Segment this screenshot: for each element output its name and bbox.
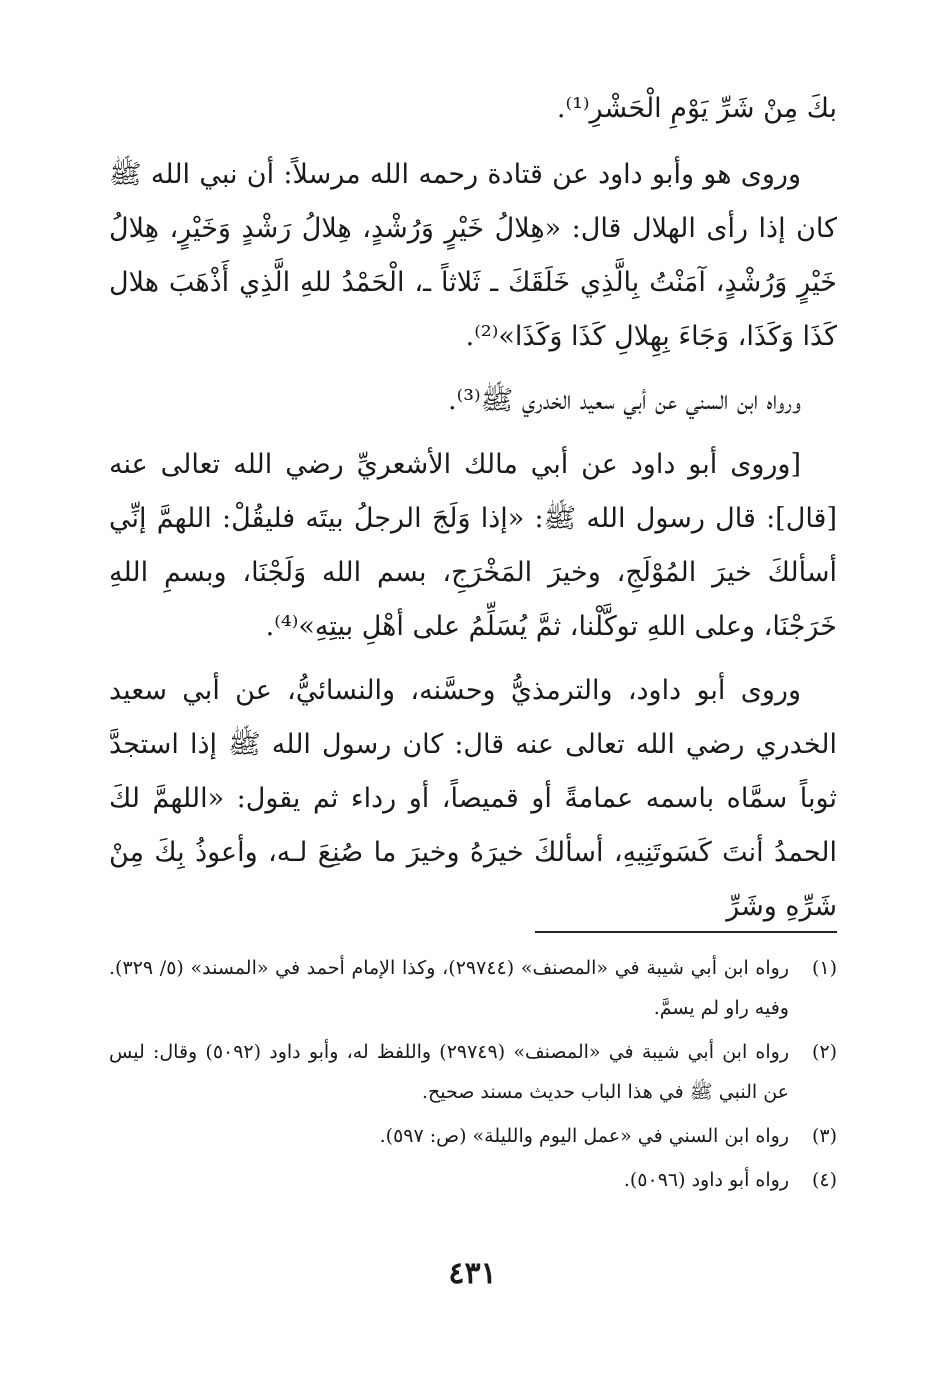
- footnote-number: (٤): [811, 1169, 837, 1191]
- paragraph-2: وروى هو وأبو داود عن قتادة رحمه الله مرسلاً: أن نبي الله ﷺ كان إذا رأى الهلال قال: «هِلالُ خَيْرٍ وَرُشْدٍ، هِلالُ رَشْدٍ وَخَيْرٍ، هِلالُ خَيْرٍ وَرُشْدٍ، آمَنْتُ بِالَّذِي خَلَقَكَ ـ ثَلاثاً ـ، الْحَمْدُ للهِ الَّذِي أَذْهَبَ هلال كَذَا وَكَذَا، وَجَاءَ بِهِلالِ كَذَا وَكَذَا»⁽²⁾.: [109, 159, 837, 352]
- paragraph-5: وروى أبو داود، والترمذيُّ وحسَّنه، والنسائيُّ، عن أبي سعيد الخدري رضي الله تعالى عنه قال: كان رسول الله ﷺ إذا استجدَّ ثوباً سمَّاه باسمه عمامةً أو قميصاً، أو رداء ثم يقول: «اللهمَّ لكَ الحمدُ أنتَ كَسَوتَنِيهِ، أسألكَ خيرَهُ وخيرَ ما صُنِعَ لـه، وأعوذُ بِكَ مِنْ شَرِّهِ وشَرِّ: [109, 675, 837, 922]
- footnote-4: [109, 1160, 837, 1200]
- main-text-body: [109, 82, 837, 944]
- footnote-text: رواه ابن أبي شيبة في «المصنف» (٢٩٧٤٩) واللفظ له، وأبو داود (٥٠٩٢) وقال: ليس عن النبي ﷺ في هذا الباب حديث مسند صحيح.: [109, 1041, 790, 1103]
- footnote-text: رواه ابن أبي شيبة في «المصنف» (٢٩٧٤٤)، وكذا الإمام أحمد في «المسند» (٥/ ٣٢٩). وفيه راو لم يسمَّ.: [109, 957, 789, 1019]
- footnote-text: رواه أبو داود (٥٠٩٦).: [623, 1169, 789, 1191]
- footnote-number: (١): [811, 957, 837, 979]
- footnotes-section: [109, 948, 837, 1204]
- paragraph-3: ورواه ابن السني عن أبي سعيد الخدري ﷺ⁽³⁾.: [448, 385, 801, 416]
- footnote-divider: [535, 931, 837, 933]
- paragraph-4: [وروى أبو داود عن أبي مالك الأشعريِّ رضي الله تعالى عنه [قال]: قال رسول الله ﷺ: «إذا وَلَجَ الرجلُ بيتَه فليقُلْ: اللهمَّ إنِّي أسألكَ خيرَ المُوْلَجِ، وخيرَ المَخْرَجِ، بسم الله وَلَجْنَا، وبسمِ اللهِ خَرَجْنَا، وعلى اللهِ توكَّلْنا، ثمَّ يُسَلِّمُ على أهْلِ بيتِهِ»⁽⁴⁾.: [109, 449, 837, 642]
- footnote-number: (٣): [811, 1125, 837, 1147]
- footnote-3: [109, 1116, 837, 1156]
- paragraph-1: بكَ مِنْ شَرِّ يَوْمِ الْحَشْرِ⁽¹⁾.: [556, 93, 837, 124]
- page-number: ٤٣١: [448, 1256, 497, 1291]
- footnote-1: [109, 948, 837, 1028]
- footnote-text: رواه ابن السني في «عمل اليوم والليلة» (ص: ٥٩٧).: [379, 1125, 789, 1147]
- footnote-2: [109, 1032, 837, 1112]
- footnote-number: (٢): [811, 1041, 837, 1063]
